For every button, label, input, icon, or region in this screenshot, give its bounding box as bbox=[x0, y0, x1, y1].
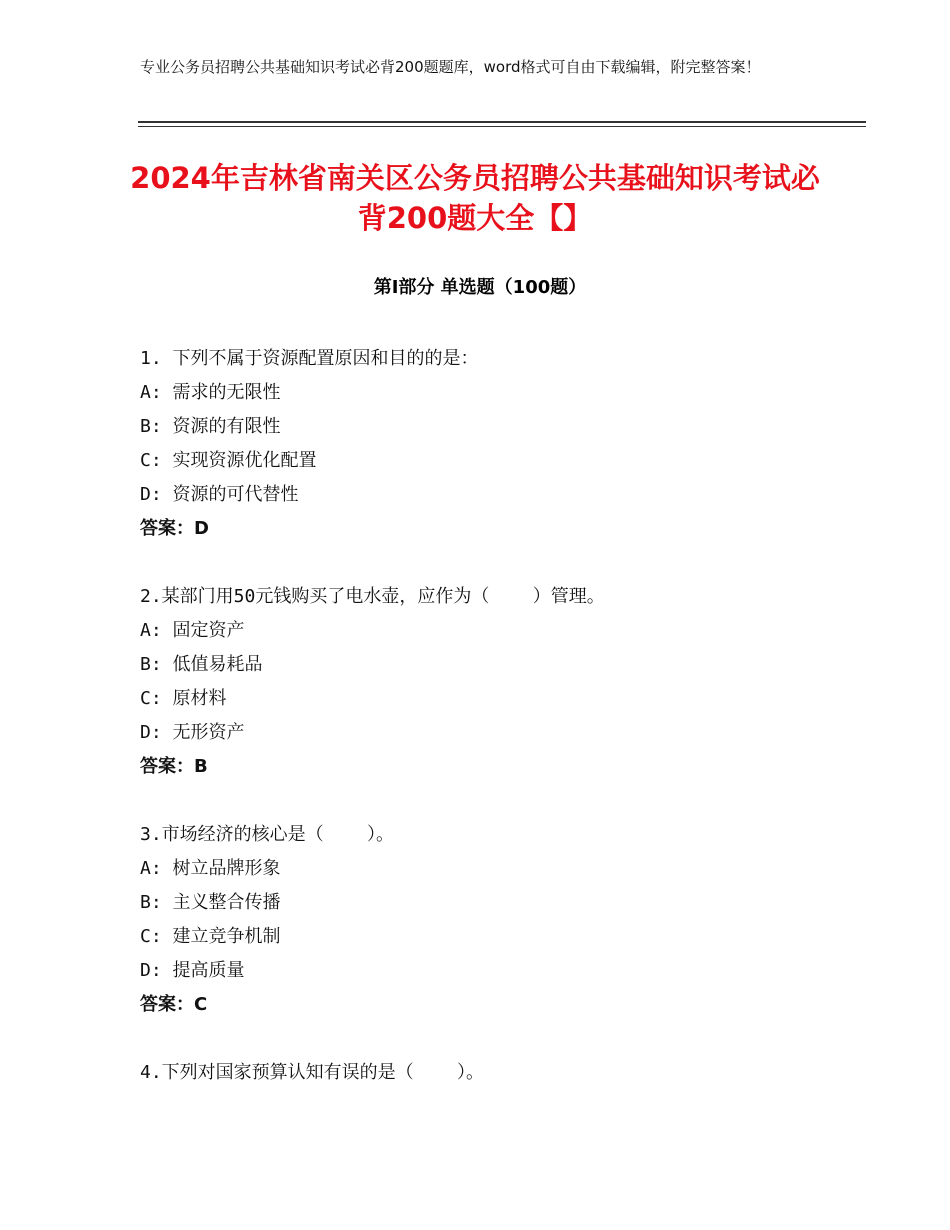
option-d: D: 无形资产 bbox=[140, 722, 245, 743]
option-b: B: 主义整合传播 bbox=[140, 892, 281, 913]
question-list bbox=[140, 342, 840, 1124]
question-text: 1. 下列不属于资源配置原因和目的的是： bbox=[140, 348, 479, 369]
answer: 答案：B bbox=[140, 756, 208, 777]
question-2 bbox=[140, 580, 840, 784]
question-text: 3.市场经济的核心是（ ）。 bbox=[140, 824, 395, 845]
option-b: B: 资源的有限性 bbox=[140, 416, 281, 437]
question-text: 2.某部门用50元钱购买了电水壶，应作为（ ）管理。 bbox=[140, 586, 605, 607]
option-b: B: 低值易耗品 bbox=[140, 654, 263, 675]
header-note: 专业公务员招聘公共基础知识考试必背200题题库，word格式可自由下载编辑，附完整答案！ bbox=[140, 58, 761, 76]
header-rule-thick bbox=[138, 121, 866, 123]
option-c: C: 实现资源优化配置 bbox=[140, 450, 317, 471]
header-rule-thin bbox=[138, 126, 866, 127]
question-4 bbox=[140, 1056, 840, 1090]
question-1 bbox=[140, 342, 840, 546]
question-3 bbox=[140, 818, 840, 1022]
option-d: D: 提高质量 bbox=[140, 960, 245, 981]
document-title: 2024年吉林省南关区公务员招聘公共基础知识考试必背200题大全【】 bbox=[130, 161, 820, 235]
option-a: A: 需求的无限性 bbox=[140, 382, 281, 403]
option-a: A: 树立品牌形象 bbox=[140, 858, 281, 879]
answer: 答案：D bbox=[140, 518, 209, 539]
section-title: 第Ⅰ部分 单选题（100题） bbox=[373, 277, 587, 298]
answer: 答案：C bbox=[140, 994, 208, 1015]
question-text: 4.下列对国家预算认知有误的是（ ）。 bbox=[140, 1062, 485, 1083]
option-d: D: 资源的可代替性 bbox=[140, 484, 299, 505]
option-a: A: 固定资产 bbox=[140, 620, 245, 641]
option-c: C: 建立竞争机制 bbox=[140, 926, 281, 947]
option-c: C: 原材料 bbox=[140, 688, 227, 709]
